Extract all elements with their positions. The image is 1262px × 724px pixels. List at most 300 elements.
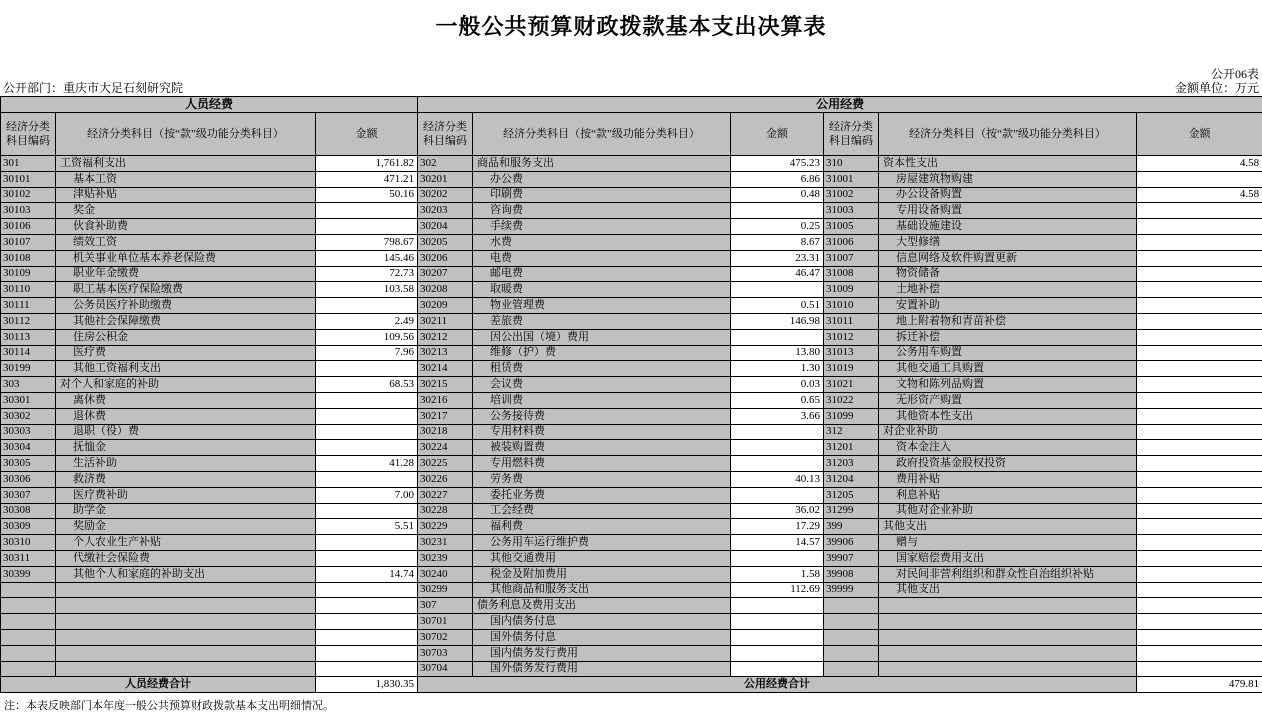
cell-code: 30211 <box>418 313 473 329</box>
cell-amount: 36.02 <box>731 503 824 519</box>
cell-code: 307 <box>418 598 473 614</box>
cell-name <box>879 629 1137 645</box>
cell-code: 30305 <box>1 456 56 472</box>
cell-name: 职工基本医疗保险缴费 <box>56 282 316 298</box>
cell-code: 39906 <box>824 535 879 551</box>
cell-code <box>824 614 879 630</box>
cell-code: 30111 <box>1 298 56 314</box>
cell-amount <box>316 535 418 551</box>
cell-name: 离休费 <box>56 392 316 408</box>
cell-code <box>824 598 879 614</box>
cell-code: 30217 <box>418 408 473 424</box>
cell-amount <box>1137 234 1262 250</box>
cell-code: 39999 <box>824 582 879 598</box>
cell-name: 奖励金 <box>56 519 316 535</box>
cell-name: 其他支出 <box>879 582 1137 598</box>
cell-name: 劳务费 <box>473 471 731 487</box>
cell-amount <box>1137 282 1262 298</box>
cell-name: 维修（护）费 <box>473 345 731 361</box>
cell-amount: 1,761.82 <box>316 156 418 172</box>
cell-amount <box>1137 487 1262 503</box>
cell-code: 31022 <box>824 392 879 408</box>
cell-name: 委托业务费 <box>473 487 731 503</box>
table-row <box>1 234 1262 250</box>
cell-code <box>824 629 879 645</box>
cell-code: 31003 <box>824 203 879 219</box>
table-row <box>1 361 1262 377</box>
cell-code <box>1 582 56 598</box>
cell-code: 30201 <box>418 171 473 187</box>
cell-name: 生活补助 <box>56 456 316 472</box>
cell-amount: 14.57 <box>731 535 824 551</box>
cell-code: 30224 <box>418 440 473 456</box>
cell-code: 30215 <box>418 377 473 393</box>
cell-name: 工资福利支出 <box>56 156 316 172</box>
cell-name: 其他对企业补助 <box>879 503 1137 519</box>
table-row <box>1 313 1262 329</box>
cell-amount <box>316 298 418 314</box>
cell-code: 30306 <box>1 471 56 487</box>
table-row <box>1 298 1262 314</box>
cell-amount: 1.30 <box>731 361 824 377</box>
cell-name: 房屋建筑物购建 <box>879 171 1137 187</box>
cell-amount <box>316 361 418 377</box>
cell-code: 302 <box>418 156 473 172</box>
cell-name: 职业年金缴费 <box>56 266 316 282</box>
cell-name: 救济费 <box>56 471 316 487</box>
cell-name: 对民间非营利组织和群众性自治组织补贴 <box>879 566 1137 582</box>
cell-amount <box>316 614 418 630</box>
cell-code: 31201 <box>824 440 879 456</box>
cell-code <box>1 645 56 661</box>
cell-amount <box>1137 535 1262 551</box>
cell-name: 抚恤金 <box>56 440 316 456</box>
table-row <box>1 487 1262 503</box>
cell-code: 30229 <box>418 519 473 535</box>
cell-name: 办公设备购置 <box>879 187 1137 203</box>
cell-amount <box>1137 361 1262 377</box>
cell-amount <box>316 424 418 440</box>
cell-amount <box>1137 203 1262 219</box>
cell-name: 印刷费 <box>473 187 731 203</box>
cell-name: 其他个人和家庭的补助支出 <box>56 566 316 582</box>
cell-amount <box>1137 582 1262 598</box>
col-header-code: 经济分类科目编码 <box>1 113 56 156</box>
cell-amount <box>731 598 824 614</box>
cell-name: 物资储备 <box>879 266 1137 282</box>
cell-amount <box>1137 519 1262 535</box>
table-meta <box>0 67 1262 96</box>
cell-amount <box>1137 645 1262 661</box>
table-row <box>1 392 1262 408</box>
cell-name: 物业管理费 <box>473 298 731 314</box>
cell-name: 专用设备购置 <box>879 203 1137 219</box>
cell-code: 30239 <box>418 550 473 566</box>
cell-amount <box>316 629 418 645</box>
table-row <box>1 519 1262 535</box>
cell-code: 31205 <box>824 487 879 503</box>
cell-amount <box>1137 440 1262 456</box>
cell-name: 福利费 <box>473 519 731 535</box>
cell-code: 30205 <box>418 234 473 250</box>
cell-code: 30213 <box>418 345 473 361</box>
cell-amount: 5.51 <box>316 519 418 535</box>
cell-name <box>879 614 1137 630</box>
unit-label: 金额单位：万元 <box>1174 81 1259 95</box>
public-total-label: 公用经费合计 <box>418 677 1137 693</box>
cell-name: 租赁费 <box>473 361 731 377</box>
cell-name <box>56 645 316 661</box>
cell-amount <box>731 629 824 645</box>
table-row <box>1 266 1262 282</box>
group-header-personnel: 人员经费 <box>1 97 418 113</box>
cell-name: 资本金注入 <box>879 440 1137 456</box>
cell-code: 301 <box>1 156 56 172</box>
cell-amount: 46.47 <box>731 266 824 282</box>
cell-code <box>1 598 56 614</box>
cell-amount <box>1137 550 1262 566</box>
cell-amount <box>1137 298 1262 314</box>
table-row <box>1 187 1262 203</box>
cell-code: 31013 <box>824 345 879 361</box>
cell-code: 30240 <box>418 566 473 582</box>
cell-amount <box>316 203 418 219</box>
cell-name: 资本性支出 <box>879 156 1137 172</box>
cell-code: 31099 <box>824 408 879 424</box>
cell-code: 31204 <box>824 471 879 487</box>
expenditure-table <box>0 96 1262 693</box>
footnote: 注：本表反映部门本年度一般公共预算财政拨款基本支出明细情况。 <box>4 700 334 713</box>
cell-name: 奖金 <box>56 203 316 219</box>
cell-amount <box>1137 408 1262 424</box>
cell-amount: 14.74 <box>316 566 418 582</box>
cell-name: 国外债务发行费用 <box>473 661 731 677</box>
cell-name <box>879 661 1137 677</box>
cell-amount <box>316 471 418 487</box>
cell-name: 专用材料费 <box>473 424 731 440</box>
cell-amount <box>316 440 418 456</box>
cell-name: 其他资本性支出 <box>879 408 1137 424</box>
cell-name: 工会经费 <box>473 503 731 519</box>
cell-code: 30112 <box>1 313 56 329</box>
cell-amount <box>1137 424 1262 440</box>
cell-code: 30209 <box>418 298 473 314</box>
cell-code: 31002 <box>824 187 879 203</box>
col-header-amount: 金额 <box>731 113 824 156</box>
cell-name: 公务接待费 <box>473 408 731 424</box>
cell-amount <box>731 282 824 298</box>
table-row <box>1 661 1262 677</box>
cell-name: 住房公积金 <box>56 329 316 345</box>
cell-amount <box>1137 329 1262 345</box>
cell-code: 30311 <box>1 550 56 566</box>
cell-code: 30228 <box>418 503 473 519</box>
cell-code: 30308 <box>1 503 56 519</box>
cell-code <box>824 645 879 661</box>
cell-amount: 471.21 <box>316 171 418 187</box>
cell-amount: 41.28 <box>316 456 418 472</box>
cell-code: 30204 <box>418 219 473 235</box>
cell-name: 债务利息及费用支出 <box>473 598 731 614</box>
cell-amount <box>316 219 418 235</box>
cell-name: 费用补贴 <box>879 471 1137 487</box>
cell-name: 助学金 <box>56 503 316 519</box>
cell-code: 30199 <box>1 361 56 377</box>
cell-amount: 798.67 <box>316 234 418 250</box>
cell-name: 其他社会保障缴费 <box>56 313 316 329</box>
cell-name: 拆迁补偿 <box>879 329 1137 345</box>
cell-amount <box>731 550 824 566</box>
cell-code: 31008 <box>824 266 879 282</box>
cell-name <box>56 661 316 677</box>
table-row <box>1 219 1262 235</box>
cell-name: 水费 <box>473 234 731 250</box>
cell-code: 30207 <box>418 266 473 282</box>
cell-code: 30704 <box>418 661 473 677</box>
cell-name: 其他支出 <box>879 519 1137 535</box>
table-row <box>1 614 1262 630</box>
cell-code: 30202 <box>418 187 473 203</box>
cell-code: 30108 <box>1 250 56 266</box>
table-row <box>1 550 1262 566</box>
cell-amount: 4.58 <box>1137 187 1262 203</box>
cell-name <box>879 645 1137 661</box>
cell-code: 31011 <box>824 313 879 329</box>
cell-name: 个人农业生产补贴 <box>56 535 316 551</box>
cell-name: 取暖费 <box>473 282 731 298</box>
table-row <box>1 566 1262 582</box>
cell-code: 30102 <box>1 187 56 203</box>
public-total-value: 479.81 <box>1137 677 1262 693</box>
cell-code: 30109 <box>1 266 56 282</box>
cell-amount <box>316 661 418 677</box>
table-row <box>1 629 1262 645</box>
cell-name: 大型修缮 <box>879 234 1137 250</box>
table-row <box>1 424 1262 440</box>
cell-code: 31203 <box>824 456 879 472</box>
cell-amount <box>731 440 824 456</box>
cell-code: 31019 <box>824 361 879 377</box>
cell-code: 30225 <box>418 456 473 472</box>
cell-code: 30101 <box>1 171 56 187</box>
cell-amount <box>1137 266 1262 282</box>
cell-name: 公务用车购置 <box>879 345 1137 361</box>
cell-code: 31021 <box>824 377 879 393</box>
cell-code: 30114 <box>1 345 56 361</box>
cell-name: 咨询费 <box>473 203 731 219</box>
cell-code: 31009 <box>824 282 879 298</box>
cell-name: 商品和服务支出 <box>473 156 731 172</box>
cell-amount <box>1137 345 1262 361</box>
table-row <box>1 156 1262 172</box>
cell-name: 赠与 <box>879 535 1137 551</box>
cell-name <box>56 614 316 630</box>
cell-amount: 1.58 <box>731 566 824 582</box>
col-header-amount: 金额 <box>1137 113 1262 156</box>
personnel-total-value: 1,830.35 <box>316 677 418 693</box>
cell-name: 退职（役）费 <box>56 424 316 440</box>
cell-amount: 112.69 <box>731 582 824 598</box>
cell-name: 其他工资福利支出 <box>56 361 316 377</box>
cell-amount <box>1137 171 1262 187</box>
cell-code: 31007 <box>824 250 879 266</box>
col-header-code: 经济分类科目编码 <box>824 113 879 156</box>
cell-name: 医疗费 <box>56 345 316 361</box>
column-header-row <box>1 113 1262 156</box>
cell-code: 30113 <box>1 329 56 345</box>
cell-code: 30703 <box>418 645 473 661</box>
cell-amount <box>1137 503 1262 519</box>
cell-name: 伙食补助费 <box>56 219 316 235</box>
table-row <box>1 250 1262 266</box>
cell-code: 31006 <box>824 234 879 250</box>
cell-amount: 0.25 <box>731 219 824 235</box>
cell-amount: 50.16 <box>316 187 418 203</box>
table-row <box>1 503 1262 519</box>
cell-name: 专用燃料费 <box>473 456 731 472</box>
cell-amount <box>1137 629 1262 645</box>
table-row <box>1 203 1262 219</box>
cell-amount <box>1137 313 1262 329</box>
cell-name <box>56 598 316 614</box>
cell-code: 30310 <box>1 535 56 551</box>
cell-name: 手续费 <box>473 219 731 235</box>
cell-name: 电费 <box>473 250 731 266</box>
cell-name <box>56 582 316 598</box>
col-header-name: 经济分类科目（按“款”级功能分类科目） <box>879 113 1137 156</box>
cell-amount: 475.23 <box>731 156 824 172</box>
cell-code: 31005 <box>824 219 879 235</box>
cell-code: 30309 <box>1 519 56 535</box>
department-label: 公开部门：重庆市大足石刻研究院 <box>3 81 184 95</box>
cell-amount <box>1137 661 1262 677</box>
cell-code <box>1 614 56 630</box>
cell-name: 国内债务付息 <box>473 614 731 630</box>
cell-amount <box>1137 219 1262 235</box>
cell-amount: 7.00 <box>316 487 418 503</box>
cell-code: 399 <box>824 519 879 535</box>
cell-amount <box>1137 566 1262 582</box>
cell-code <box>824 661 879 677</box>
cell-code: 30227 <box>418 487 473 503</box>
cell-code: 303 <box>1 377 56 393</box>
cell-amount <box>731 487 824 503</box>
cell-name: 其他交通工具购置 <box>879 361 1137 377</box>
cell-name: 无形资产购置 <box>879 392 1137 408</box>
cell-amount: 40.13 <box>731 471 824 487</box>
cell-name: 利息补贴 <box>879 487 1137 503</box>
cell-amount <box>731 456 824 472</box>
cell-amount <box>731 661 824 677</box>
cell-name: 其他交通费用 <box>473 550 731 566</box>
group-header-row <box>1 97 1262 113</box>
cell-code: 30304 <box>1 440 56 456</box>
cell-amount <box>1137 456 1262 472</box>
cell-name <box>56 629 316 645</box>
cell-amount: 109.56 <box>316 329 418 345</box>
cell-code: 31299 <box>824 503 879 519</box>
cell-name: 机关事业单位基本养老保险费 <box>56 250 316 266</box>
cell-code: 30107 <box>1 234 56 250</box>
table-row <box>1 471 1262 487</box>
cell-name: 国内债务发行费用 <box>473 645 731 661</box>
cell-code: 30216 <box>418 392 473 408</box>
table-head <box>1 97 1262 156</box>
cell-code: 30203 <box>418 203 473 219</box>
table-row <box>1 645 1262 661</box>
cell-amount <box>1137 377 1262 393</box>
cell-amount: 2.49 <box>316 313 418 329</box>
table-row <box>1 377 1262 393</box>
cell-name: 公务员医疗补助缴费 <box>56 298 316 314</box>
cell-name: 地上附着物和青苗补偿 <box>879 313 1137 329</box>
cell-amount <box>316 408 418 424</box>
cell-amount <box>316 582 418 598</box>
cell-code: 30206 <box>418 250 473 266</box>
cell-name: 绩效工资 <box>56 234 316 250</box>
cell-amount <box>316 392 418 408</box>
cell-amount: 72.73 <box>316 266 418 282</box>
cell-name: 培训费 <box>473 392 731 408</box>
cell-name: 信息网络及软件购置更新 <box>879 250 1137 266</box>
cell-amount <box>1137 250 1262 266</box>
cell-code: 30299 <box>418 582 473 598</box>
cell-amount: 8.67 <box>731 234 824 250</box>
cell-name: 退休费 <box>56 408 316 424</box>
cell-name: 基础设施建设 <box>879 219 1137 235</box>
cell-name: 对个人和家庭的补助 <box>56 377 316 393</box>
cell-name: 代缴社会保险费 <box>56 550 316 566</box>
cell-code: 312 <box>824 424 879 440</box>
table-row <box>1 456 1262 472</box>
cell-name: 安置补助 <box>879 298 1137 314</box>
table-row <box>1 345 1262 361</box>
cell-name: 被装购置费 <box>473 440 731 456</box>
group-header-public: 公用经费 <box>418 97 1262 113</box>
cell-code: 30303 <box>1 424 56 440</box>
col-header-amount: 金额 <box>316 113 418 156</box>
cell-name: 政府投资基金股权投资 <box>879 456 1137 472</box>
table-row <box>1 598 1262 614</box>
cell-code <box>1 661 56 677</box>
cell-name: 基本工资 <box>56 171 316 187</box>
cell-name: 因公出国（境）费用 <box>473 329 731 345</box>
cell-name: 文物和陈列品购置 <box>879 377 1137 393</box>
table-body <box>1 156 1262 677</box>
cell-code: 30218 <box>418 424 473 440</box>
table-code-label: 公开06表 <box>1210 67 1259 81</box>
cell-amount: 0.48 <box>731 187 824 203</box>
cell-name: 医疗费补助 <box>56 487 316 503</box>
cell-amount <box>1137 614 1262 630</box>
cell-code: 30214 <box>418 361 473 377</box>
cell-amount: 17.29 <box>731 519 824 535</box>
total-row <box>1 677 1262 693</box>
table-row <box>1 408 1262 424</box>
cell-name: 会议费 <box>473 377 731 393</box>
cell-code: 31012 <box>824 329 879 345</box>
cell-code: 30701 <box>418 614 473 630</box>
cell-amount <box>731 329 824 345</box>
cell-amount <box>316 550 418 566</box>
cell-amount: 7.96 <box>316 345 418 361</box>
cell-amount: 4.58 <box>1137 156 1262 172</box>
cell-amount <box>731 645 824 661</box>
cell-code: 30307 <box>1 487 56 503</box>
cell-amount: 68.53 <box>316 377 418 393</box>
cell-code: 30212 <box>418 329 473 345</box>
cell-amount: 3.66 <box>731 408 824 424</box>
